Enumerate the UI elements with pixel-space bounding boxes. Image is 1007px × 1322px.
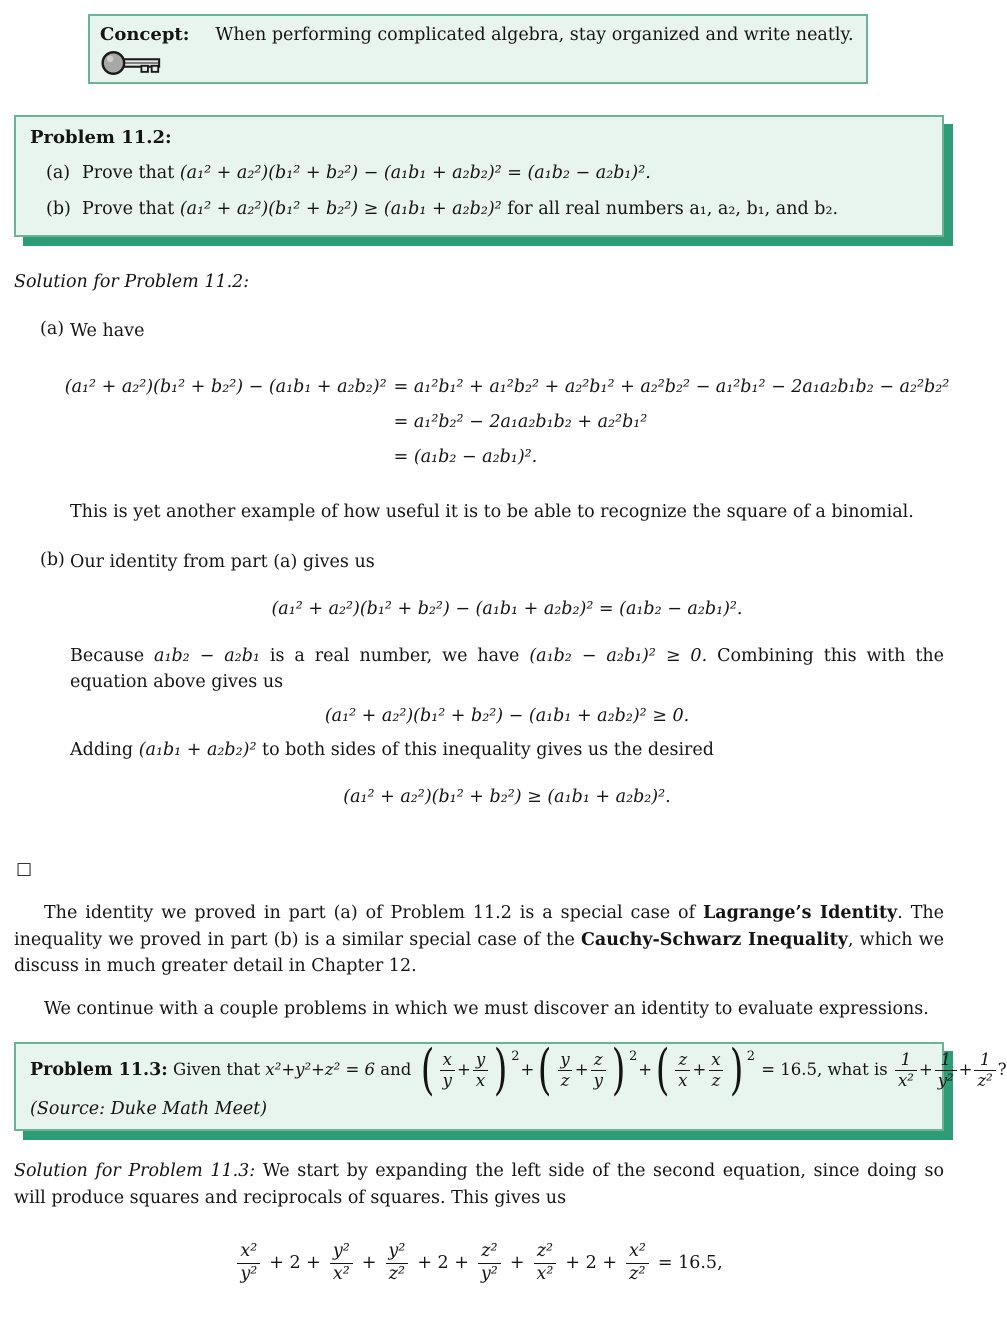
fraction-x-over-y: $\frac{x}{y}$ — [440, 1050, 455, 1091]
plus-operator: + — [692, 1059, 707, 1079]
given-math: x²+y²+z² = 6 — [265, 1059, 376, 1079]
exponent-2: 2 — [511, 1049, 520, 1065]
part-a-intro: We have — [70, 321, 145, 341]
desired-inequality: (a₁² + a₂²)(b₁² + b₂²) ≥ (a₁b₁ + a₂b₂)². — [343, 787, 671, 807]
because-mid: is a real number, we have — [259, 646, 530, 666]
problem-11-2-box — [14, 115, 944, 237]
derivation-line-2: = a₁²b₂² − 2a₁a₂b₁b₂ + a₂²b₁² — [393, 412, 648, 433]
part-a-text — [82, 160, 928, 186]
because-post: Combining this with the equation above gives us — [70, 646, 945, 693]
problem-11-2-part-a — [30, 160, 928, 186]
lagrange-seg-2: . The inequality we proved in part (b) is a similar special case of the — [14, 903, 944, 950]
derivation-block — [64, 370, 950, 475]
plus-2-plus-operator: + 2 + — [417, 1253, 469, 1274]
adding-paragraph — [70, 737, 944, 763]
solution-11-3-heading: Solution for Problem 11.3: — [14, 1161, 256, 1182]
solution-11-3-intro: We start by expanding the left side of the second equation, since doing so will produce squares and reciprocals of squares. This gives us — [14, 1161, 944, 1208]
part-b-intro: Our identity from part (a) gives us — [70, 551, 375, 572]
lagrange-seg-3: , which we discuss in much greater detail in Chapter 12. — [14, 929, 944, 976]
fraction-1-over-y2: $\frac{1}{\text{y²}}$ — [935, 1050, 957, 1091]
solution-part-a-content — [64, 316, 950, 526]
expanded-equation — [14, 1241, 944, 1286]
lagrange-identity-term: Lagrange’s Identity — [703, 903, 898, 924]
plus-2-plus-operator: + 2 + — [565, 1253, 617, 1274]
part-a-remark: This is yet another example of how useful it is to be able to recognize the square of a binomial. — [70, 502, 914, 523]
part-b-label: (b) — [46, 198, 71, 219]
part-b-math: (a₁² + a₂²)(b₁² + b₂²) ≥ (a₁b₁ + a₂b₂)² — [179, 198, 502, 219]
lagrange-paragraph — [14, 900, 944, 979]
concept-box — [88, 14, 868, 84]
problem-11-3-title: Problem 11.3: — [30, 1060, 168, 1081]
and-text: and — [375, 1059, 417, 1079]
solution-part-b-content — [70, 547, 944, 832]
exponent-2: 2 — [628, 1049, 638, 1065]
fraction-z-over-y: $\frac{z}{y}$ — [591, 1050, 606, 1091]
derivation-lhs: (a₁² + a₂²)(b₁² + b₂²) − (a₁b₁ + a₂b₂)² — [64, 377, 387, 398]
fraction-y-over-z: $\frac{y}{z}$ — [557, 1050, 572, 1091]
concept-row — [100, 21, 854, 48]
fraction-x-over-z: $\frac{x}{z}$ — [708, 1050, 723, 1091]
key-icon — [100, 49, 854, 77]
left-paren: ( — [420, 1038, 434, 1102]
fraction-y-over-x: $\frac{y}{x}$ — [473, 1050, 488, 1091]
paren-group-2 — [534, 1038, 638, 1102]
problem-11-3-box — [14, 1038, 1007, 1131]
exponent-2: 2 — [746, 1049, 755, 1065]
solution-11-2-heading: Solution for Problem 11.2: — [14, 271, 250, 292]
plus-operator: + — [509, 1253, 525, 1274]
fraction-z2-over-x2: $\frac{\text{z²}}{\text{x²}}$ — [534, 1241, 557, 1286]
part-a-label: (a) — [46, 163, 71, 184]
equals-16-5-tail: = 16.5, — [657, 1253, 723, 1274]
nonnegative-equation: (a₁² + a₂²)(b₁² + b₂²) − (a₁b₁ + a₂b₂)² ≥ 0. — [324, 705, 690, 726]
cauchy-schwarz-term: Cauchy-Schwarz Inequality — [580, 929, 848, 950]
fraction-x2-over-y2: $\frac{\text{x²}}{\text{y²}}$ — [237, 1241, 260, 1286]
part-a-math: (a₁² + a₂²)(b₁² + b₂²) − (a₁b₁ + a₂b₂)² = (a₁b₂ − a₂b₁)². — [179, 163, 651, 184]
fraction-z-over-x: $\frac{z}{x}$ — [675, 1050, 690, 1091]
part-b-prefix: Prove that — [82, 198, 180, 219]
paren-group-1 — [417, 1038, 521, 1102]
part-a-prefix: Prove that — [82, 163, 180, 184]
concept-label: Concept: — [100, 24, 190, 45]
plus-operator: + — [918, 1059, 933, 1079]
plus-operator: + — [638, 1059, 653, 1079]
fraction-1-over-x2: $\frac{1}{\text{x²}}$ — [895, 1050, 917, 1091]
plus-operator: + — [456, 1059, 471, 1079]
derivation-line-1: = a₁²b₁² + a₁²b₂² + a₂²b₁² + a₂²b₂² − a₁²b₁² − 2a₁a₂b₁b₂ − a₂²b₂² — [393, 377, 950, 398]
solution-part-a-label: (a) — [40, 319, 65, 339]
part-b-text — [82, 196, 928, 222]
lagrange-seg-1: The identity we proved in part (a) of Problem 11.2 is a special case of — [44, 903, 703, 924]
solution-part-b — [14, 547, 944, 832]
right-paren: ) — [611, 1038, 626, 1102]
plus-operator: + — [361, 1253, 377, 1274]
right-paren: ) — [493, 1038, 508, 1102]
plus-operator: + — [958, 1059, 973, 1079]
because-pre: Because — [70, 646, 155, 666]
derivation-spacer — [65, 405, 387, 440]
part-b-suffix: for all real numbers a₁, a₂, b₁, and b₂. — [501, 198, 839, 219]
plus-operator: + — [520, 1059, 535, 1079]
fraction-y2-over-x2: $\frac{\text{y²}}{\text{x²}}$ — [330, 1241, 353, 1286]
plus-2-plus-operator: + 2 + — [269, 1253, 321, 1274]
problem-11-3-source: (Source: Duke Math Meet) — [30, 1099, 268, 1120]
left-paren: ( — [655, 1038, 670, 1102]
plus-operator: + — [574, 1059, 589, 1079]
given-text: Given that — [167, 1059, 266, 1079]
adding-math: (a₁b₁ + a₂b₂)² — [138, 739, 257, 760]
equals-16-5-text: = 16.5, what is — [755, 1059, 893, 1079]
continue-paragraph: We continue with a couple problems in which we must discover an identity to evaluate expressions. — [44, 999, 929, 1019]
problem-11-2-title: Problem 11.2: — [30, 127, 172, 149]
fraction-1-over-z2: $\frac{1}{\text{z²}}$ — [974, 1050, 995, 1091]
derivation-line-3: = (a₁b₂ − a₂b₁)². — [393, 447, 538, 468]
concept-text: When performing complicated algebra, stay organized and write neatly. — [215, 25, 854, 45]
adding-post: to both sides of this inequality gives us the desired — [256, 739, 714, 760]
right-paren: ) — [729, 1038, 743, 1102]
problem-11-2-part-b — [30, 196, 928, 222]
because-paragraph — [70, 643, 944, 696]
solution-11-3-paragraph — [14, 1158, 944, 1211]
problem-11-3-statement — [30, 1038, 1007, 1102]
left-paren: ( — [538, 1038, 552, 1102]
adding-pre: Adding — [70, 739, 139, 760]
solution-part-b-label: (b) — [40, 549, 65, 570]
question-mark: ? — [997, 1059, 1007, 1079]
fraction-x2-over-z2: $\frac{\text{x²}}{\text{z²}}$ — [626, 1241, 649, 1286]
fraction-y2-over-z2: $\frac{\text{y²}}{\text{z²}}$ — [385, 1241, 408, 1286]
solution-part-a — [14, 316, 950, 526]
paren-group-3 — [652, 1038, 756, 1102]
derivation-spacer — [65, 440, 387, 475]
fraction-z2-over-y2: $\frac{\text{z²}}{\text{y²}}$ — [478, 1241, 501, 1286]
end-of-proof-marker: □ — [16, 859, 33, 880]
because-math-1: a₁b₂ − a₂b₁ — [154, 646, 260, 666]
because-math-2: (a₁b₂ − a₂b₁)² ≥ 0. — [529, 646, 708, 666]
identity-equation: (a₁² + a₂²)(b₁² + b₂²) − (a₁b₁ + a₂b₂)² = (a₁b₂ − a₂b₁)². — [271, 598, 743, 619]
